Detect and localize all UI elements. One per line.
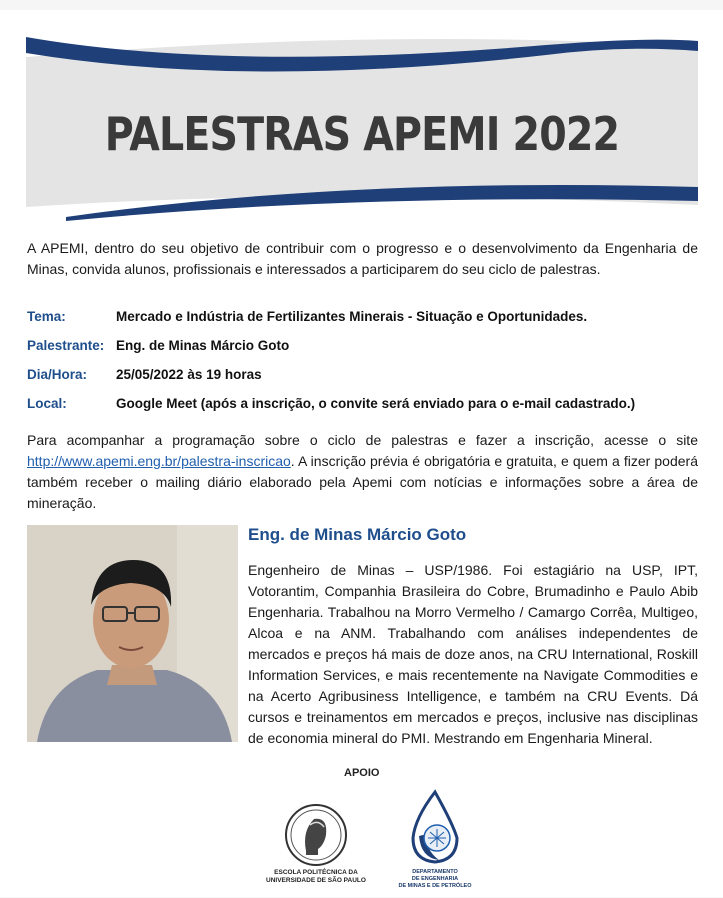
detail-label: Palestrante: xyxy=(27,338,105,353)
poli-line-1: ESCOLA POLITÉCNICA DA xyxy=(274,869,358,876)
registration-paragraph xyxy=(27,430,698,514)
detail-label: Dia/Hora: xyxy=(27,367,88,382)
poli-seal-icon xyxy=(256,801,376,869)
dept-line-1: DEPARTAMENTO xyxy=(412,869,458,875)
detail-value: Eng. de Minas Márcio Goto xyxy=(116,338,290,353)
detail-row-tema xyxy=(27,302,707,331)
poli-caption xyxy=(256,869,376,885)
intro-paragraph: A APEMI, dentro do seu objetivo de contribuir com o progresso e o desenvolvimento da Engenharia de Minas, convida alunos, profissionais e interessados a participarem do seu ciclo de palestras. xyxy=(27,240,698,277)
detail-value: Google Meet (após a inscrição, o convite será enviado para o e-mail cadastrado.) xyxy=(116,396,636,411)
dept-minas-petroleo-logo xyxy=(395,788,475,898)
registration-text-before: Para acompanhar a programação sobre o ciclo de palestras e fazer a inscrição, acesse o site xyxy=(27,432,698,448)
detail-row-dia-hora xyxy=(27,360,707,389)
detail-row-local xyxy=(27,389,707,418)
dept-line-2: DE ENGENHARIA xyxy=(411,876,459,882)
speaker-photo xyxy=(27,525,238,742)
registration-link[interactable]: http://www.apemi.eng.br/palestra-inscricao xyxy=(27,453,291,469)
event-details xyxy=(27,302,707,418)
detail-label: Local: xyxy=(27,396,67,411)
poli-usp-logo xyxy=(256,801,376,896)
speaker-bio: Engenheiro de Minas – USP/1986. Foi estagiário na USP, IPT, Votorantim, Companhia Brasileira do Cobre, Brumadinho e Paulo Abib Engenharia. Trabalhou na Morro Vermelho / Camargo Corrêa, Multigeo, Alcoa e na ANM. Trabalhando com análises independentes de mercados e preços há mais de doze anos, na CRU International, Roskill Information Services, e mais recentemente na Navigate Commodities e na Acerto Agribusiness Intelligence, e também na CRU Events. Dá cursos e treinamentos em mercados e preços, inclusive nas disciplinas de economia mineral do PMI. Mestrando em Engenharia Mineral. xyxy=(248,562,698,746)
detail-label: Tema: xyxy=(27,309,66,324)
dept-drop-icon xyxy=(395,788,475,868)
registration-text-after: . A inscrição prévia é obrigatória e gratuita, e quem a fizer poderá também receber o mailing diário elaborado pela Apemi com notícias e informações sobre a área de mineração. xyxy=(27,453,698,511)
detail-value: Mercado e Indústria de Fertilizantes Minerais - Situação e Oportunidades. xyxy=(116,309,588,324)
flyer-page xyxy=(0,10,723,897)
sponsors-label: APOIO xyxy=(344,767,380,779)
detail-row-palestrante xyxy=(27,331,707,360)
poli-line-2: UNIVERSIDADE DE SÃO PAULO xyxy=(266,877,366,884)
banner-title: PALESTRAS APEMI 2022 xyxy=(104,107,620,161)
header-banner xyxy=(26,37,698,222)
detail-value: 25/05/2022 às 19 horas xyxy=(116,367,262,382)
speaker-name: Eng. de Minas Márcio Goto xyxy=(248,525,467,544)
dept-line-3: DE MINAS E DE PETRÓLEO xyxy=(398,883,472,889)
dept-caption xyxy=(395,869,475,890)
